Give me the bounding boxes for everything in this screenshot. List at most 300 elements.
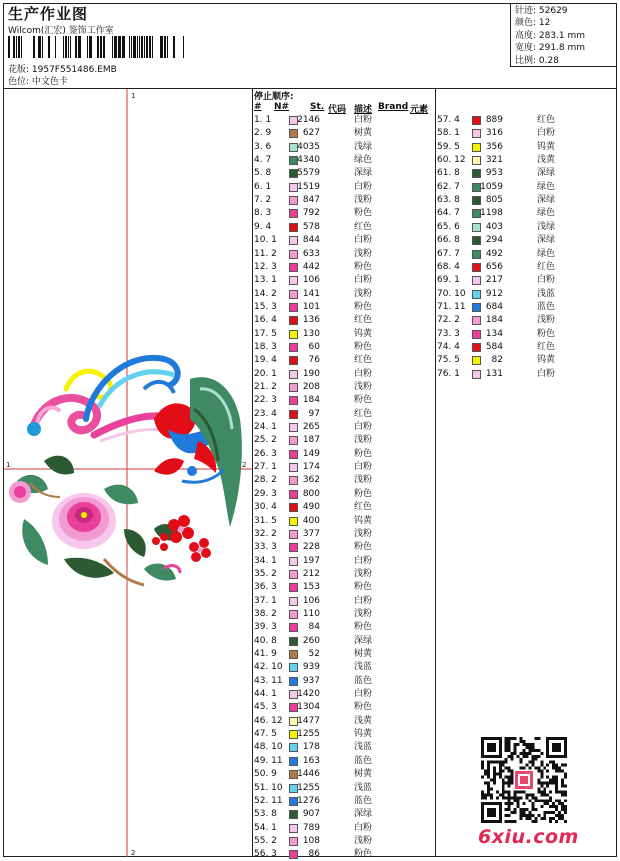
stop-number: 27. 1 (254, 462, 277, 473)
thread-code: 1446 (297, 769, 320, 780)
stop-number: 65. 6 (437, 221, 460, 232)
thread-description: 浅蓝 (354, 742, 373, 753)
design-file-label: 花版: 1957F551486.EMB (8, 65, 117, 75)
stop-row (254, 755, 429, 768)
thread-description: 钨黄 (537, 141, 556, 152)
thread-code: 847 (302, 195, 320, 206)
thread-code: 2146 (297, 115, 320, 125)
stop-number: 63. 8 (437, 195, 460, 206)
stop-row (254, 354, 429, 367)
stop-row (254, 261, 429, 274)
stop-number: 34. 1 (254, 555, 277, 566)
thread-code: 212 (302, 568, 320, 579)
stop-number: 23. 4 (254, 408, 277, 419)
stop-row (254, 328, 429, 341)
thread-description: 深绿 (354, 635, 373, 646)
stop-number: 60. 12 (437, 155, 466, 166)
stop-number: 58. 1 (437, 128, 460, 139)
thread-description: 浅粉 (354, 195, 373, 206)
stop-row (254, 515, 429, 528)
stop-row (254, 488, 429, 501)
stop-number: 37. 1 (254, 595, 277, 606)
thread-description: 深绿 (354, 168, 373, 179)
barcode-graphic (8, 36, 184, 58)
thread-description: 白粉 (537, 368, 556, 379)
thread-code: 4035 (297, 141, 320, 152)
stop-row (254, 835, 429, 848)
thread-description: 白粉 (354, 822, 373, 833)
thread-description: 浅粉 (354, 435, 373, 446)
stop-number: 14. 2 (254, 288, 277, 299)
thread-code: 197 (302, 555, 320, 566)
thread-code: 82 (491, 355, 503, 366)
stop-row (437, 301, 612, 314)
thread-code: 101 (302, 301, 320, 312)
stop-row (254, 434, 429, 447)
thread-description: 粉色 (354, 208, 373, 219)
thread-description: 钨黄 (354, 729, 373, 740)
thread-description: 红色 (354, 408, 373, 419)
stop-number: 48. 10 (254, 742, 283, 753)
stop-number: 40. 8 (254, 635, 277, 646)
thread-code: 141 (302, 288, 320, 299)
thread-description: 钨黄 (537, 355, 556, 366)
thread-description: 粉色 (354, 488, 373, 499)
thread-description: 浅粉 (354, 835, 373, 846)
thread-description: 红色 (354, 315, 373, 326)
stop-row (254, 448, 429, 461)
stop-row (254, 568, 429, 581)
stop-row (254, 167, 429, 180)
stop-row (254, 675, 429, 688)
stop-number: 3. 6 (254, 141, 272, 152)
thread-code: 627 (302, 128, 320, 139)
thread-description: 浅绿 (537, 221, 556, 232)
thread-description: 浅绿 (354, 141, 373, 152)
thread-description: 红色 (537, 115, 556, 125)
stop-number: 69. 1 (437, 275, 460, 286)
stop-number: 10. 1 (254, 235, 277, 246)
thread-description: 绿色 (537, 208, 556, 219)
stop-number: 6. 1 (254, 181, 272, 192)
embroidery-preview (4, 89, 252, 857)
stop-row (254, 728, 429, 741)
thread-description: 白粉 (354, 689, 373, 700)
col-code: 代码 (328, 105, 347, 115)
thread-description: 深绿 (537, 195, 556, 206)
stop-number: 42. 10 (254, 662, 283, 673)
thread-code: 97 (308, 408, 320, 419)
stop-number: 36. 3 (254, 582, 277, 593)
col-brand: Brand (378, 102, 409, 112)
thread-code: 134 (485, 328, 503, 339)
thread-description: 白粉 (354, 555, 373, 566)
thread-description: 白粉 (537, 275, 556, 286)
thread-description: 粉色 (537, 328, 556, 339)
thread-code: 1420 (297, 689, 320, 700)
thread-description: 树黄 (354, 128, 373, 139)
stop-row (437, 167, 612, 180)
color-mode-label: 色位: 中文色卡 (8, 77, 68, 87)
column-divider-right (435, 88, 436, 857)
stop-row (254, 528, 429, 541)
stop-number: 47. 5 (254, 729, 277, 740)
stop-row (254, 301, 429, 314)
thread-code: 178 (302, 742, 320, 753)
stop-number: 76. 1 (437, 368, 460, 379)
thread-description: 蓝色 (354, 795, 373, 806)
stop-number: 29. 3 (254, 488, 277, 499)
thread-code: 130 (302, 328, 320, 339)
stop-number: 38. 2 (254, 608, 277, 619)
design-height: 高度: 283.1 mm (515, 30, 586, 41)
thread-description: 红色 (537, 261, 556, 272)
thread-description: 浅粉 (354, 288, 373, 299)
stop-number: 18. 3 (254, 341, 277, 352)
stop-row (254, 341, 429, 354)
thread-description: 钨黄 (354, 328, 373, 339)
design-scale: 比例: 0.28 (515, 55, 559, 66)
thread-code: 153 (302, 582, 320, 593)
thread-description: 浅粉 (354, 528, 373, 539)
stop-row (254, 274, 429, 287)
stop-row (254, 661, 429, 674)
stop-row (254, 141, 429, 154)
stop-row (254, 474, 429, 487)
thread-code: 656 (485, 261, 503, 272)
stop-number: 59. 5 (437, 141, 460, 152)
stop-number: 32. 2 (254, 528, 277, 539)
thread-description: 粉色 (354, 582, 373, 593)
thread-description: 粉色 (354, 301, 373, 312)
thread-code: 844 (302, 235, 320, 246)
stop-row (254, 234, 429, 247)
stop-row (254, 621, 429, 634)
stop-number: 54. 1 (254, 822, 277, 833)
stop-number: 44. 1 (254, 689, 277, 700)
thread-description: 绿色 (354, 155, 373, 166)
thread-code: 190 (302, 368, 320, 379)
stop-number: 24. 1 (254, 422, 277, 433)
thread-description: 浅粉 (354, 475, 373, 486)
thread-code: 789 (302, 822, 320, 833)
thread-description: 白粉 (354, 368, 373, 379)
thread-description: 浅粉 (537, 315, 556, 326)
thread-code: 163 (302, 755, 320, 766)
stop-number: 16. 4 (254, 315, 277, 326)
stop-number: 66. 8 (437, 235, 460, 246)
stop-row (437, 248, 612, 261)
stop-number: 49. 11 (254, 755, 283, 766)
stop-row (254, 408, 429, 421)
qr-code-graphic (481, 737, 567, 823)
stop-row (254, 688, 429, 701)
stop-row (254, 795, 429, 808)
thread-code: 228 (302, 542, 320, 553)
stop-row (254, 461, 429, 474)
thread-code: 492 (485, 248, 503, 259)
stop-number: 64. 7 (437, 208, 460, 219)
thread-description: 白粉 (354, 235, 373, 246)
stop-row (254, 608, 429, 621)
stop-row (254, 581, 429, 594)
stop-row (437, 261, 612, 274)
stop-row (254, 715, 429, 728)
col-needle-number: N# (274, 102, 290, 112)
stop-number: 52. 11 (254, 795, 283, 806)
thread-code: 953 (485, 168, 503, 179)
thread-code: 1477 (297, 715, 320, 726)
thread-code: 907 (302, 809, 320, 820)
stop-row (254, 368, 429, 381)
thread-code: 400 (302, 515, 320, 526)
thread-description: 白粉 (354, 595, 373, 606)
stop-number: 9. 4 (254, 221, 272, 232)
site-watermark: 6xiu.com (478, 826, 579, 848)
stop-number: 67. 7 (437, 248, 460, 259)
stop-number: 43. 11 (254, 675, 283, 686)
thread-description: 红色 (537, 341, 556, 352)
thread-description: 白粉 (354, 275, 373, 286)
stop-number: 2. 9 (254, 128, 272, 139)
thread-code: 106 (302, 595, 320, 606)
sheet-title: 生产作业图 (8, 5, 89, 23)
thread-code: 362 (302, 475, 320, 486)
guide-marker-left: 1 (6, 461, 11, 469)
stop-row (437, 234, 612, 247)
thread-description: 蓝色 (354, 675, 373, 686)
stop-row (437, 368, 612, 381)
thread-code: 217 (485, 275, 503, 286)
thread-description: 粉色 (354, 395, 373, 406)
stop-number: 19. 4 (254, 355, 277, 366)
stop-number: 12. 3 (254, 261, 277, 272)
stop-number: 61. 8 (437, 168, 460, 179)
stop-row (254, 394, 429, 407)
thread-description: 白粉 (354, 422, 373, 433)
thread-description: 深绿 (537, 168, 556, 179)
stop-number: 68. 4 (437, 261, 460, 272)
stop-row (437, 114, 612, 127)
stop-number: 41. 9 (254, 649, 277, 659)
thread-code: 76 (308, 355, 320, 366)
thread-code: 294 (485, 235, 503, 246)
stop-number: 7. 2 (254, 195, 272, 206)
guide-marker-top: 1 (131, 92, 136, 100)
thread-description: 浅粉 (354, 608, 373, 619)
stop-number: 25. 2 (254, 435, 277, 446)
thread-code: 1304 (297, 702, 320, 713)
thread-code: 184 (302, 395, 320, 406)
thread-code: 106 (302, 275, 320, 286)
thread-description: 粉色 (354, 261, 373, 272)
stop-number: 30. 4 (254, 502, 277, 513)
thread-description: 树黄 (354, 769, 373, 780)
thread-description: 浅黄 (354, 715, 373, 726)
stop-row (437, 127, 612, 140)
thread-code: 149 (302, 448, 320, 459)
thread-description: 粉色 (354, 542, 373, 553)
stop-row (254, 701, 429, 714)
col-stop-number: # (254, 102, 262, 112)
thread-code: 174 (302, 462, 320, 473)
stop-row (437, 194, 612, 207)
stop-number: 31. 5 (254, 515, 277, 526)
peony-cluster (9, 456, 211, 585)
thread-code: 377 (302, 528, 320, 539)
stop-number: 17. 5 (254, 328, 277, 339)
thread-description: 钨黄 (354, 515, 373, 526)
stop-number: 50. 9 (254, 769, 277, 780)
stop-number: 11. 2 (254, 248, 277, 259)
stop-number: 71. 11 (437, 301, 466, 312)
stop-row (437, 181, 612, 194)
stop-number: 53. 8 (254, 809, 277, 820)
stop-number: 56. 3 (254, 849, 277, 860)
thread-description: 红色 (354, 355, 373, 366)
stop-row (437, 328, 612, 341)
stop-row (254, 288, 429, 301)
thread-code: 403 (485, 221, 503, 232)
thread-description: 浅蓝 (537, 288, 556, 299)
thread-description: 白粉 (354, 115, 373, 125)
stop-number: 75. 5 (437, 355, 460, 366)
thread-description: 绿色 (537, 181, 556, 192)
stop-number: 46. 12 (254, 715, 283, 726)
thread-code: 4340 (297, 155, 320, 166)
design-stats (510, 3, 616, 67)
thread-code: 60 (308, 341, 320, 352)
stop-row (437, 314, 612, 327)
stop-number: 70. 10 (437, 288, 466, 299)
col-description: 描述 (354, 105, 373, 115)
thread-description: 粉色 (354, 849, 373, 860)
stop-number: 20. 1 (254, 368, 277, 379)
thread-description: 浅蓝 (354, 662, 373, 673)
thread-code: 187 (302, 435, 320, 446)
thread-code: 1276 (297, 795, 320, 806)
thread-code: 939 (302, 662, 320, 673)
thread-code: 208 (302, 382, 320, 392)
stop-number: 72. 2 (437, 315, 460, 326)
thread-description: 粉色 (354, 448, 373, 459)
stop-number: 13. 1 (254, 275, 277, 286)
thread-code: 1059 (480, 181, 503, 192)
thread-code: 131 (485, 368, 503, 379)
stop-row (254, 207, 429, 220)
thread-description: 蓝色 (354, 755, 373, 766)
thread-description: 蓝色 (537, 301, 556, 312)
stop-number: 55. 2 (254, 835, 277, 846)
stop-row (437, 141, 612, 154)
stop-number: 21. 2 (254, 382, 277, 392)
thread-code: 1519 (297, 181, 320, 192)
stop-sequence-title: 停止顺序: (254, 92, 294, 102)
thread-description: 浅黄 (537, 155, 556, 166)
thread-code: 912 (485, 288, 503, 299)
thread-code: 136 (302, 315, 320, 326)
thread-code: 1255 (297, 729, 320, 740)
stop-number: 62. 7 (437, 181, 460, 192)
stop-row (254, 782, 429, 795)
thread-description: 浅粉 (354, 382, 373, 392)
stop-row (254, 248, 429, 261)
thread-code: 260 (302, 635, 320, 646)
thread-code: 108 (302, 835, 320, 846)
stop-number: 26. 3 (254, 448, 277, 459)
stop-number: 73. 3 (437, 328, 460, 339)
stop-number: 1. 1 (254, 115, 272, 125)
guide-marker-right: 2 (242, 461, 247, 469)
stop-number: 57. 4 (437, 115, 460, 125)
stop-row (437, 354, 612, 367)
stop-number: 74. 4 (437, 341, 460, 352)
thread-code: 805 (485, 195, 503, 206)
stop-number: 28. 2 (254, 475, 277, 486)
thread-code: 265 (302, 422, 320, 433)
thread-description: 绿色 (537, 248, 556, 259)
thread-code: 633 (302, 248, 320, 259)
stop-number: 8. 3 (254, 208, 272, 219)
thread-description: 白粉 (354, 462, 373, 473)
thread-code: 792 (302, 208, 320, 219)
thread-code: 316 (485, 128, 503, 139)
thread-code: 110 (302, 608, 320, 619)
thread-code: 184 (485, 315, 503, 326)
stop-number: 39. 3 (254, 622, 277, 633)
thread-description: 浅粉 (354, 248, 373, 259)
stop-row (254, 127, 429, 140)
studio-name: Wilcom(汇宏) 鉴饰工作室 (8, 26, 114, 36)
stop-table-header (254, 89, 434, 114)
thread-code: 889 (485, 115, 503, 125)
stop-row (254, 541, 429, 554)
design-width: 宽度: 291.8 mm (515, 43, 586, 54)
stop-row (254, 822, 429, 835)
stop-row (254, 314, 429, 327)
thread-code: 490 (302, 502, 320, 513)
stop-row (254, 194, 429, 207)
stop-row (254, 635, 429, 648)
stitch-count: 针迹: 52629 (515, 6, 568, 16)
column-divider-left (252, 88, 253, 857)
thread-code: 5579 (297, 168, 320, 179)
stop-number: 15. 3 (254, 301, 277, 312)
stop-row (254, 768, 429, 781)
thread-code: 684 (485, 301, 503, 312)
stop-row (254, 114, 429, 127)
stop-row (254, 808, 429, 821)
thread-code: 86 (308, 849, 320, 860)
thread-description: 树黄 (354, 649, 373, 659)
thread-code: 84 (308, 622, 320, 633)
col-element: 元素 (410, 105, 429, 115)
stop-row (254, 741, 429, 754)
thread-description: 深绿 (354, 809, 373, 820)
stop-row (254, 154, 429, 167)
thread-description: 白粉 (354, 181, 373, 192)
thread-code: 442 (302, 261, 320, 272)
stop-row (437, 274, 612, 287)
thread-description: 深绿 (537, 235, 556, 246)
thread-code: 800 (302, 488, 320, 499)
stop-number: 35. 2 (254, 568, 277, 579)
color-count: 颜色: 12 (515, 18, 551, 29)
thread-description: 粉色 (354, 702, 373, 713)
thread-description: 粉色 (354, 341, 373, 352)
stop-row (254, 221, 429, 234)
stop-row (254, 848, 429, 861)
